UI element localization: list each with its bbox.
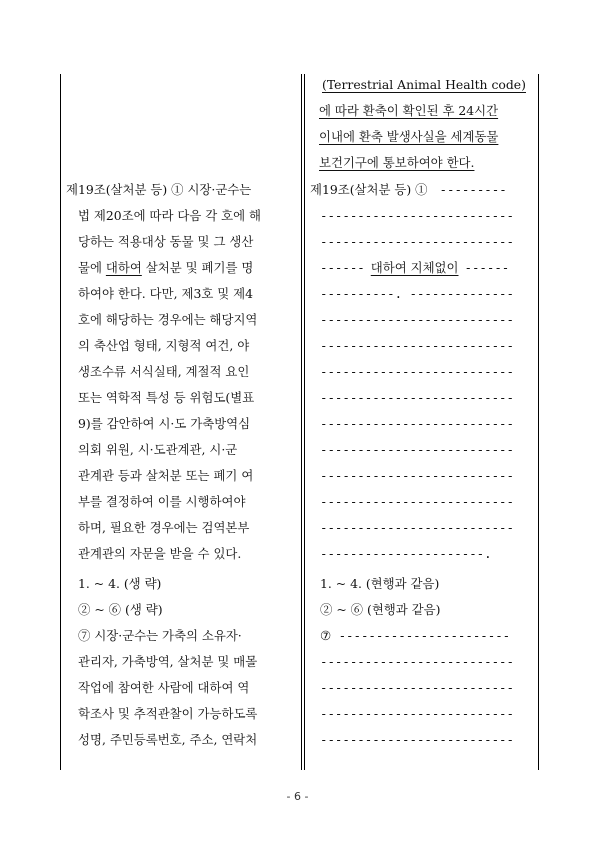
text-line: 당하는 적용대상 동물 및 그 생산 xyxy=(78,234,254,249)
amended-article-19 xyxy=(310,177,534,567)
dash-line: -------------------------- xyxy=(320,680,514,695)
text-line: 보건기구에 통보하여야 한다. xyxy=(319,155,475,170)
text-line: (Terrestrial Animal Health code) xyxy=(322,77,526,92)
amended-items xyxy=(320,571,534,753)
dash-run: ------ xyxy=(464,260,510,275)
text-line: 부를 결정하여 이를 시행하여야 xyxy=(78,494,246,509)
text-line: 의회 위원, 시·도관계관, 시·군 xyxy=(78,442,238,457)
amended-phrase: 대하여 지체없이 xyxy=(370,260,459,275)
item-line: ② ~ ⑥ (생 략) xyxy=(78,602,163,617)
text-line: 생조수류 서식실태, 계절적 요인 xyxy=(78,364,250,379)
article-heading: 제19조(살처분 등) ① xyxy=(310,182,428,197)
dash-line: -------------------------- xyxy=(320,442,514,457)
item-text: ⑦ ----------------------- xyxy=(320,628,511,643)
text-line: 의 축산업 형태, 지형적 여건, 야 xyxy=(78,338,250,353)
dash-line: -------------------------- xyxy=(320,494,514,509)
dash-line: ----------------------. xyxy=(320,546,492,561)
text-line: 관계관 등과 살처분 또는 폐기 여 xyxy=(78,468,254,483)
table-border-right xyxy=(538,74,539,770)
item-line: 1. ~ 4. (현행과 같음) xyxy=(320,576,440,591)
dash-line: -------------------------- xyxy=(320,338,514,353)
text-line: 성명, 주민등록번호, 주소, 연락처 xyxy=(78,732,258,747)
text-line: 작업에 참여한 사람에 대하여 역 xyxy=(78,680,250,695)
dash-run: ------ xyxy=(320,260,365,275)
dash-line: -------------------------- xyxy=(320,390,514,405)
item-line: 1. ~ 4. (생 략) xyxy=(78,576,162,591)
table-divider-double xyxy=(304,74,305,770)
dash-line: -------------------------- xyxy=(320,706,514,721)
table-divider xyxy=(301,74,302,770)
text-line: 관계관의 자문을 받을 수 있다. xyxy=(78,546,242,561)
text-fragment: 살처분 및 폐기를 명 xyxy=(141,260,254,275)
current-items xyxy=(78,571,294,753)
dash-line: -------------------------- xyxy=(320,208,514,223)
item-line: ⑦ 시장·군수는 가축의 소유자· xyxy=(78,628,242,643)
dash-line: -------------------------- xyxy=(320,312,514,327)
article-heading-line: 제19조(살처분 등) ① 시장·군수는 xyxy=(66,182,252,197)
table-border-left xyxy=(60,74,61,770)
current-article-19 xyxy=(66,177,294,567)
text-line: 에 따라 환축이 확인된 후 24시간 xyxy=(319,103,499,118)
dash-line: -------------------------- xyxy=(320,732,514,747)
text-line: 하여야 한다. 다만, 제3호 및 제4 xyxy=(78,286,253,301)
dash-line: -------------------------- xyxy=(320,234,514,249)
text-line: 법 제20조에 따라 다음 각 호에 해 xyxy=(78,208,262,223)
text-line: 관리자, 가축방역, 살처분 및 매몰 xyxy=(78,654,258,669)
text-fragment: 물에 xyxy=(78,260,106,275)
dash-line: ----------. -------------- xyxy=(320,286,514,301)
text-line: 이내에 환축 발생사실을 세계동물 xyxy=(319,129,499,144)
underlined-word: 대하여 xyxy=(105,260,142,275)
text-line: 호에 해당하는 경우에는 해당지역 xyxy=(78,312,258,327)
dash-line: -------------------------- xyxy=(320,416,514,431)
amendment-continued-text xyxy=(319,72,534,176)
dash-run: --------- xyxy=(439,182,507,197)
item-line xyxy=(320,623,534,649)
dash-line: -------------------------- xyxy=(320,468,514,483)
text-line xyxy=(310,255,534,281)
text-line: 9)를 감안하여 시·도 가축방역심 xyxy=(78,416,251,431)
dash-line: -------------------------- xyxy=(320,364,514,379)
item-line: ② ~ ⑥ (현행과 같음) xyxy=(320,602,441,617)
text-line: 또는 역학적 특성 등 위험도(별표 xyxy=(78,390,255,405)
text-line xyxy=(66,255,294,281)
text-line: 학조사 및 추적관찰이 가능하도록 xyxy=(78,706,258,721)
article-heading-line xyxy=(310,177,534,203)
dash-line: -------------------------- xyxy=(320,520,514,535)
text-line: 하며, 필요한 경우에는 검역본부 xyxy=(78,520,250,535)
dash-line: -------------------------- xyxy=(320,654,514,669)
page-number: - 6 - xyxy=(286,790,309,803)
